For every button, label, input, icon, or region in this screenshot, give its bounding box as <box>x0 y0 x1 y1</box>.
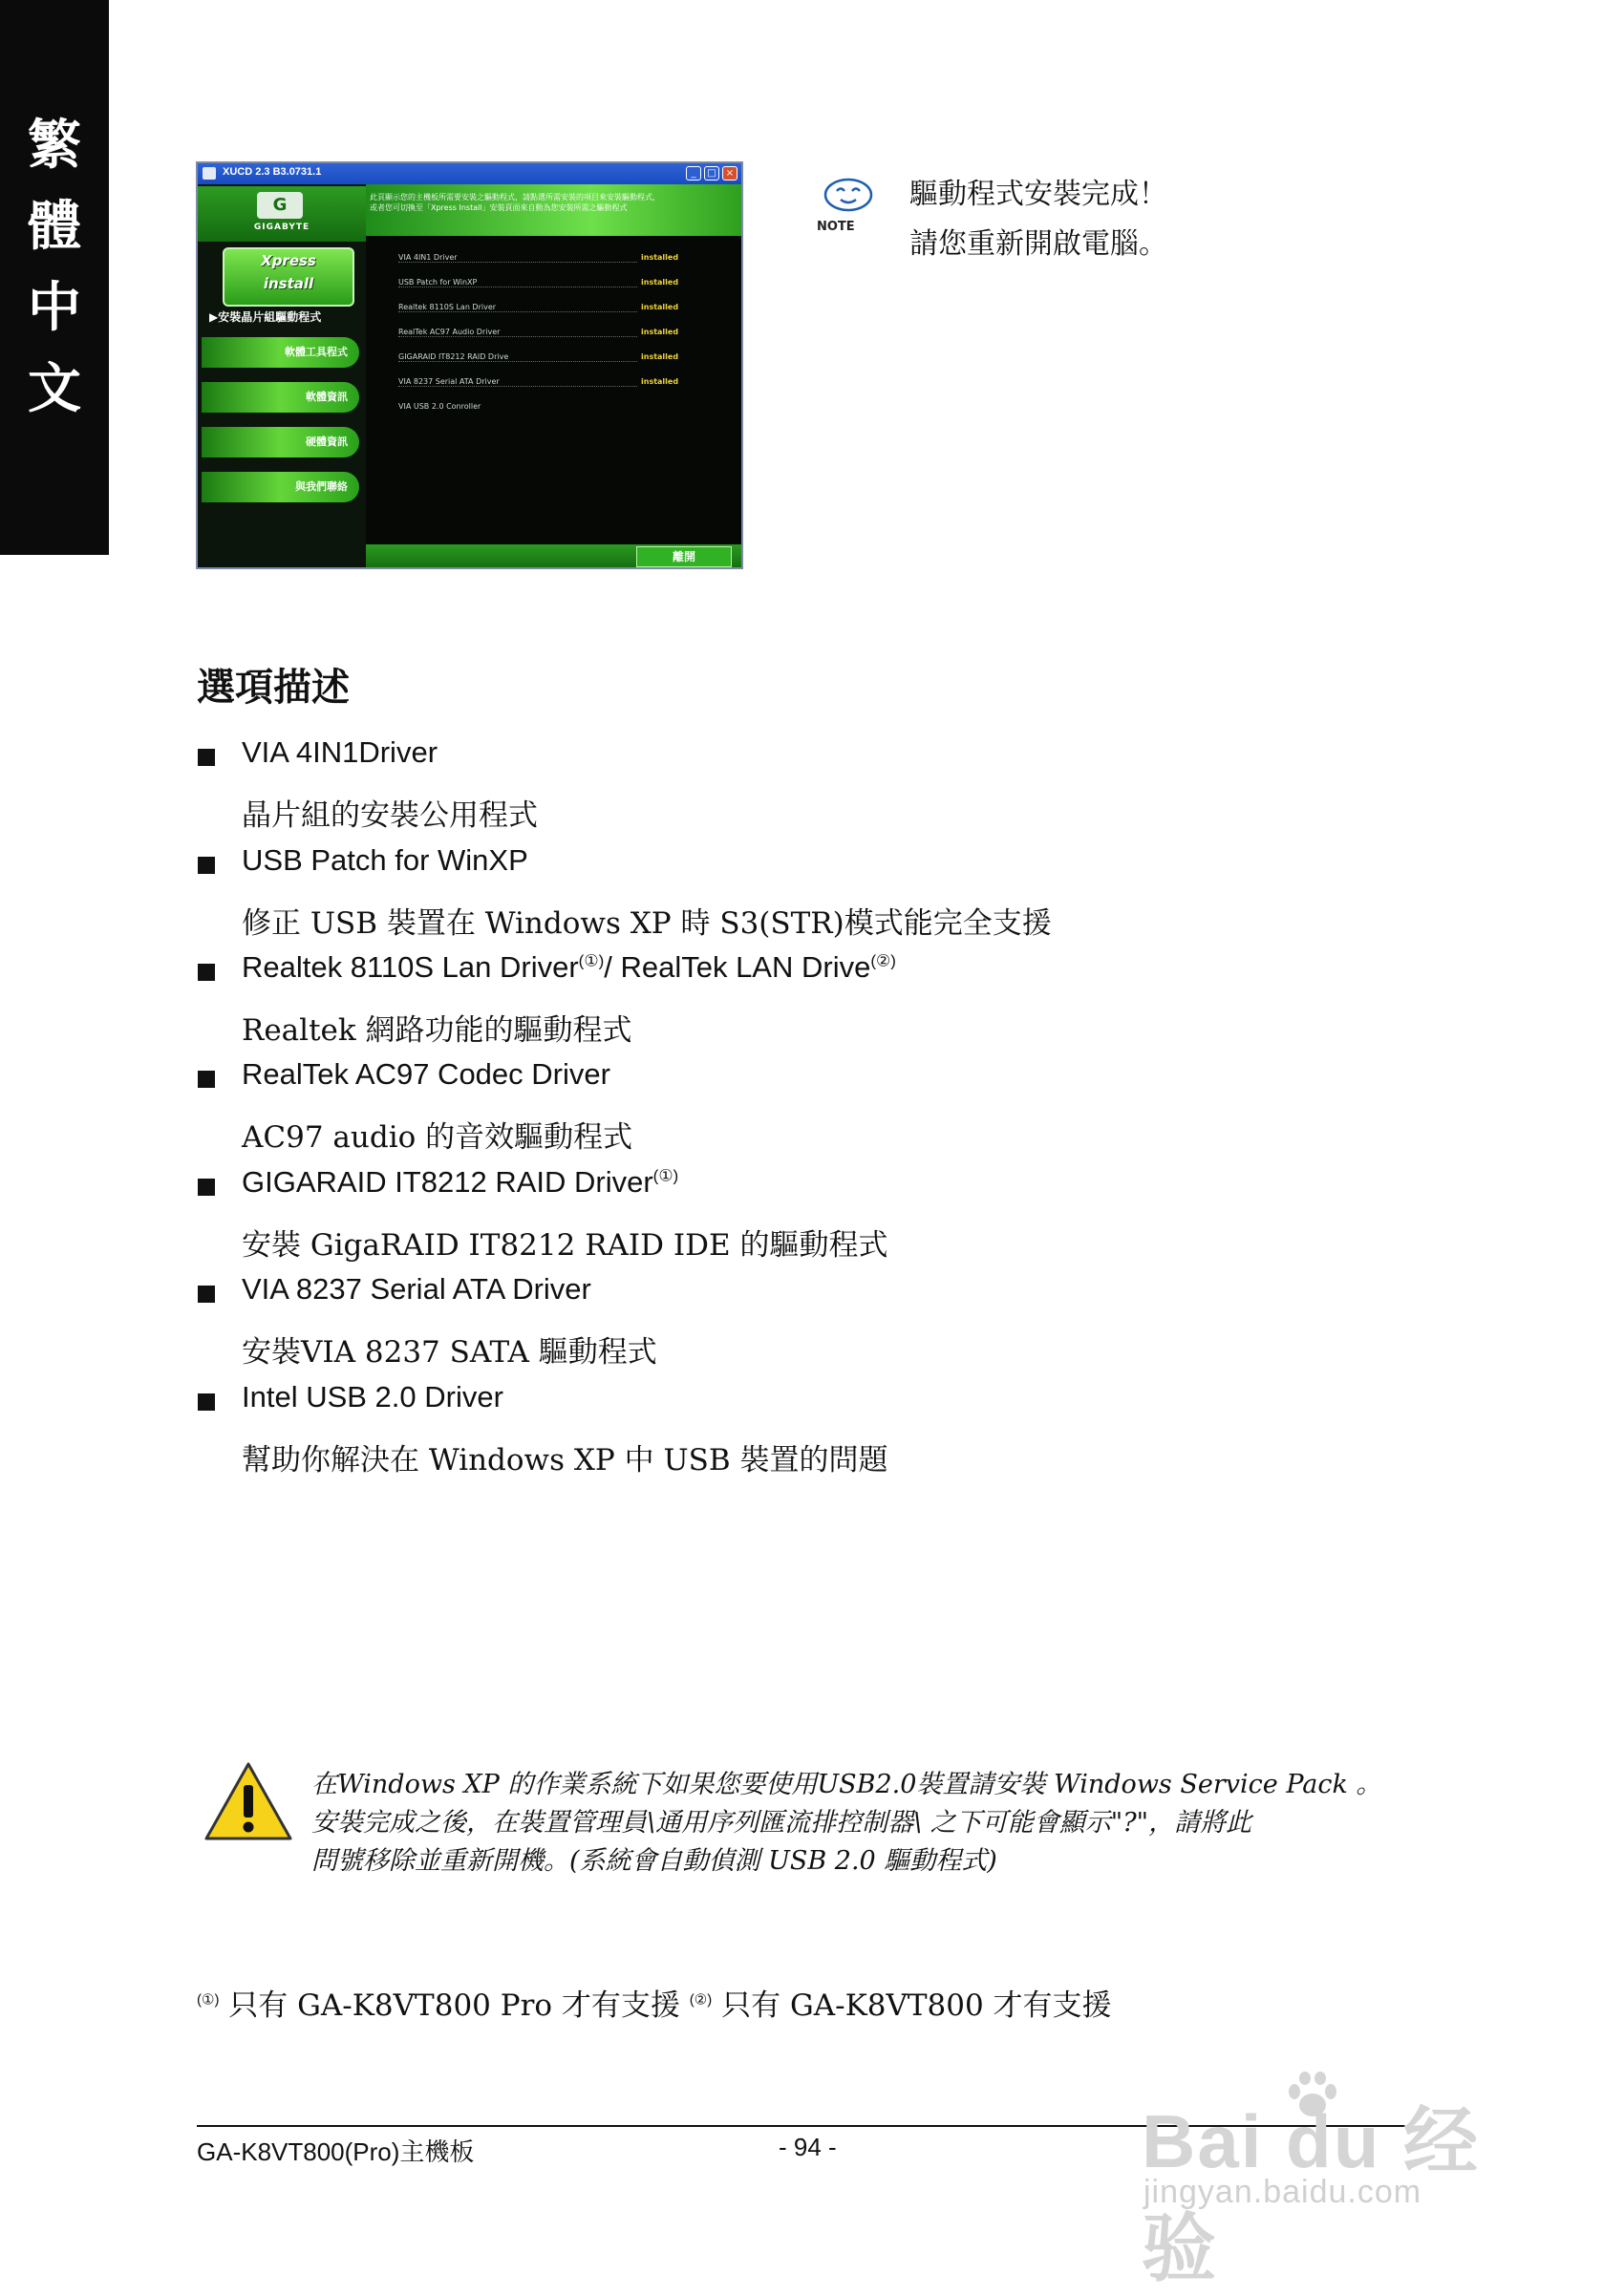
item-title-part: GIGARAID IT8212 RAID Driver <box>242 1165 653 1199</box>
item-title: RealTek AC97 Codec Driver <box>242 1057 610 1091</box>
menu-item-software-tools: 軟體工具程式 <box>202 337 359 368</box>
warning-line3: 問號移除並重新開機。(系統會自動偵測 USB 2.0 驅動程式) <box>311 1846 997 1876</box>
driver-row <box>398 253 733 263</box>
section-title: 選項描述 <box>197 665 350 710</box>
maximize-icon: □ <box>704 166 719 181</box>
xpress-install-logo <box>223 247 354 307</box>
driver-name: VIA 4IN1 Driver <box>398 253 637 263</box>
footnote-marker: (②) <box>870 951 896 970</box>
minimize-icon: _ <box>686 166 701 181</box>
footnote-marker: (①) <box>652 1166 679 1185</box>
item-title: VIA 8237 Serial ATA Driver <box>242 1272 591 1306</box>
driver-status: installed <box>641 278 679 287</box>
menu-item-software-info: 軟體資訊 <box>202 382 359 413</box>
driver-row <box>398 278 733 287</box>
warning-line2: 安裝完成之後，在裝置管理員\通用序列匯流排控制器\ 之下可能會顯示"?"，請將此 <box>311 1808 1252 1838</box>
item-title-part: Realtek 8110S Lan Driver <box>242 950 579 984</box>
item-title <box>242 950 896 985</box>
driver-name: VIA 8237 Serial ATA Driver <box>398 377 637 387</box>
item-title: USB Patch for WinXP <box>242 843 528 877</box>
driver-name: VIA USB 2.0 Conroller <box>398 402 481 411</box>
driver-row <box>398 303 733 312</box>
driver-row <box>398 377 733 387</box>
gigabyte-logo-text: GIGABYTE <box>253 223 310 232</box>
watermark-url: jingyan.baidu.com <box>1143 2174 1422 2210</box>
footnote-marker: (①) <box>197 1991 220 2009</box>
bullet-square-icon <box>198 749 215 766</box>
note-line1: 驅動程式安裝完成！ <box>909 178 1167 211</box>
note-smiley-icon <box>823 176 873 212</box>
driver-status: installed <box>641 352 679 361</box>
driver-row <box>398 402 733 411</box>
item-description: Realtek 網路功能的驅動程式 <box>242 1013 632 1048</box>
installer-sidebar <box>198 184 366 569</box>
baidu-watermark <box>1142 2082 1524 2290</box>
bullet-square-icon <box>198 964 215 981</box>
warning-icon <box>203 1760 294 1842</box>
driver-name: USB Patch for WinXP <box>398 278 637 287</box>
side-tab-char: 體 <box>28 195 81 258</box>
driver-status: installed <box>641 303 679 311</box>
xpress-line2: install <box>263 275 314 292</box>
page-number: - 94 - <box>779 2133 837 2161</box>
language-side-tab <box>0 0 109 555</box>
item-title <box>242 1165 678 1200</box>
footnote-text: 只有 GA-K8VT800 才有支援 <box>712 1988 1112 2023</box>
item-description: 安裝VIA 8237 SATA 驅動程式 <box>242 1335 657 1370</box>
gigabyte-g-icon: G <box>257 192 303 219</box>
window-titlebar <box>198 163 741 184</box>
item-description: 修正 USB 裝置在 Windows XP 時 S3(STR)模式能完全支援 <box>242 906 1052 941</box>
menu-item-chipset-drivers: ▶安裝晶片組驅動程式 <box>209 310 322 324</box>
bullet-square-icon <box>198 1179 215 1196</box>
driver-status: installed <box>641 328 679 336</box>
app-icon <box>203 167 216 180</box>
driver-name: GIGARAID IT8212 RAID Drive <box>398 352 637 362</box>
installer-header-text: 此頁顯示您的主機板所需要安裝之驅動程式，請點選所需安裝的項目來安裝驅動程式，或者您可切換至「Xpress Install」安裝頁面來自動為您安裝所需之驅動程式 <box>370 193 660 212</box>
footnote-marker: (②) <box>689 1991 713 2009</box>
installer-driver-panel <box>366 184 741 569</box>
menu-item-contact-us: 與我們聯絡 <box>202 472 359 502</box>
bullet-square-icon <box>198 1393 215 1411</box>
note-line2: 請您重新開啟電腦。 <box>909 227 1167 261</box>
close-icon: × <box>722 166 737 181</box>
item-title: VIA 4IN1Driver <box>242 735 438 769</box>
watermark-brand: Bai du 经验 <box>1142 2099 1481 2290</box>
note-label: NOTE <box>817 220 855 234</box>
bullet-square-icon <box>198 1071 215 1088</box>
item-title: Intel USB 2.0 Driver <box>242 1380 503 1414</box>
side-tab-char: 繁 <box>28 114 81 177</box>
menu-item-hardware-info: 硬體資訊 <box>202 427 359 457</box>
footer-model: GA-K8VT800(Pro)主機板 <box>197 2137 475 2166</box>
installer-header <box>366 184 741 236</box>
exit-button: 離開 <box>636 546 732 567</box>
driver-row <box>398 328 733 337</box>
item-description: AC97 audio 的音效驅動程式 <box>242 1120 633 1155</box>
item-title-part: / RealTek LAN Drive <box>604 950 871 984</box>
footnote <box>197 1981 1112 2024</box>
item-description: 幫助你解決在 Windows XP 中 USB 裝置的問題 <box>242 1443 888 1478</box>
window-title: XUCD 2.3 B3.0731.1 <box>223 166 322 178</box>
bullet-square-icon <box>198 1286 215 1303</box>
driver-row <box>398 352 733 362</box>
item-description: 晶片組的安裝公用程式 <box>242 798 538 833</box>
bullet-square-icon <box>198 857 215 874</box>
item-description: 安裝 GigaRAID IT8212 RAID IDE 的驅動程式 <box>242 1228 888 1263</box>
xpress-line1: Xpress <box>261 252 316 269</box>
footnote-marker: (①) <box>578 951 605 970</box>
driver-status: installed <box>641 377 679 386</box>
side-tab-char: 文 <box>28 357 81 420</box>
driver-name: Realtek 8110S Lan Driver <box>398 303 637 312</box>
driver-name: RealTek AC97 Audio Driver <box>398 328 637 337</box>
warning-line1: 在Windows XP 的作業系統下如果您要使用USB2.0裝置請安裝 Windows Service Pack 。 <box>311 1770 1382 1799</box>
gigabyte-logo <box>198 186 366 242</box>
footnote-text: 只有 GA-K8VT800 Pro 才有支援 <box>219 1988 690 2023</box>
installer-window-screenshot <box>196 161 743 569</box>
side-tab-char: 中 <box>28 276 81 339</box>
driver-status: installed <box>641 253 679 262</box>
